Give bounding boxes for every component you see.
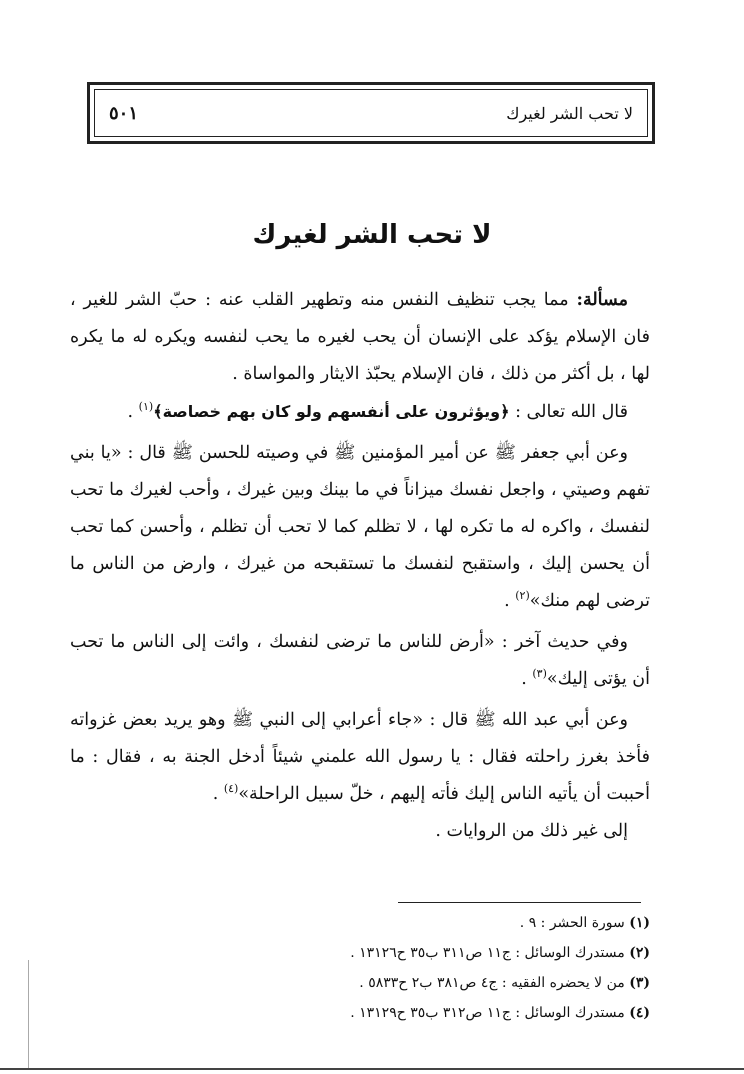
paragraph-end: .: [127, 402, 139, 422]
page-number: ٥٠١: [109, 102, 139, 124]
footnote-ref: (٤): [223, 782, 239, 796]
body-text: [70, 282, 650, 850]
paragraph-text: وفي حديث آخر : «أرض للناس ما ترضى لنفسك ، وائت إلى الناس ما تحب أن يؤتى إليك»: [70, 632, 650, 689]
footnote-ref: (١): [138, 400, 154, 414]
scan-edge-line: [28, 960, 29, 1070]
running-header-inner: [94, 89, 648, 137]
paragraph-end: .: [504, 591, 516, 611]
footnote-item: [90, 968, 650, 998]
footnote-number: (٣): [629, 975, 650, 991]
paragraph-closing: [70, 813, 650, 850]
paragraph-hadith-2: [70, 624, 650, 698]
footnote-text: سورة الحشر : ٩ .: [519, 915, 625, 931]
footnote-number: (٤): [629, 1005, 650, 1021]
scan-bottom-edge: [0, 1068, 744, 1070]
footnote-item: [90, 938, 650, 968]
footnote-item: [90, 908, 650, 938]
paragraph-text: مما يجب تنظيف النفس منه وتطهير القلب عنه : حبّ الشر للغير ، فان الإسلام يؤكد على الإنسان أن يحب لغيره ما يحب لنفسه ويكره له ما يكره لها ، بل أكثر من ذلك ، فان الإسلام يحبّذ الايثار والمواساة .: [70, 290, 650, 384]
quran-verse: ﴿ويؤثرون على أنفسهم ولو كان بهم خصاصة﴾: [153, 402, 510, 421]
running-header: [87, 82, 655, 144]
footnote-item: [90, 998, 650, 1028]
footnote-text: مستدرك الوسائل : ج١١ ص٣١١ ب٣٥ ح١٣١٢٦ .: [350, 945, 625, 961]
footnotes: [90, 908, 650, 1028]
paragraph-text: وعن أبي عبد الله ﷺ قال : «جاء أعرابي إلى النبي ﷺ وهو يريد بعض غزواته فأخذ بغرز راحلته فقال : يا رسول الله علمني شيئاً أدخل الجنة به ، فقال : ما أحببت أن يأتيه الناس إليك فأته إليهم ، خلّ سبيل الراحلة»: [70, 710, 650, 804]
section-heading: لا تحب الشر لغيرك: [252, 220, 492, 250]
paragraph-end: .: [521, 669, 533, 689]
footnote-ref: (٣): [532, 667, 547, 681]
footnote-ref: (٢): [515, 589, 530, 603]
footnote-number: (١): [629, 915, 650, 931]
footnote-number: (٢): [629, 945, 650, 961]
paragraph-text: وعن أبي جعفر ﷺ عن أمير المؤمنين ﷺ في وصيته للحسن ﷺ قال : «يا بني تفهم وصيتي ، واجعل نفسك ميزاناً في ما بينك وبين غيرك ، وأحب لغيرك ما تحب لنفسك ، واكره له ما تكره لها ، لا تظلم كما لا تحب أن تظلم ، وأحسن كما تحب أن يحسن إليك ، واستقبح لنفسك ما تستقبحه من غيرك ، وارض من الناس ما ترضى لهم منك»: [70, 443, 650, 611]
paragraph-text: إلى غير ذلك من الروايات .: [435, 821, 628, 841]
paragraph-hadith-1: [70, 435, 650, 620]
issue-label: مسألة:: [576, 290, 628, 310]
paragraph-end: .: [212, 784, 224, 804]
paragraph-text: قال الله تعالى :: [509, 402, 628, 422]
paragraph-hadith-3: [70, 702, 650, 813]
footnote-text: مستدرك الوسائل : ج١١ ص٣١٢ ب٣٥ ح١٣١٢٩ .: [350, 1005, 625, 1021]
paragraph-issue: [70, 282, 650, 393]
paragraph-quran: [70, 393, 650, 431]
footnote-rule: [398, 902, 641, 903]
running-title: لا تحب الشر لغيرك: [506, 103, 633, 123]
footnote-text: من لا يحضره الفقيه : ج٤ ص٣٨١ ب٢ ح٥٨٣٣ .: [359, 975, 625, 991]
